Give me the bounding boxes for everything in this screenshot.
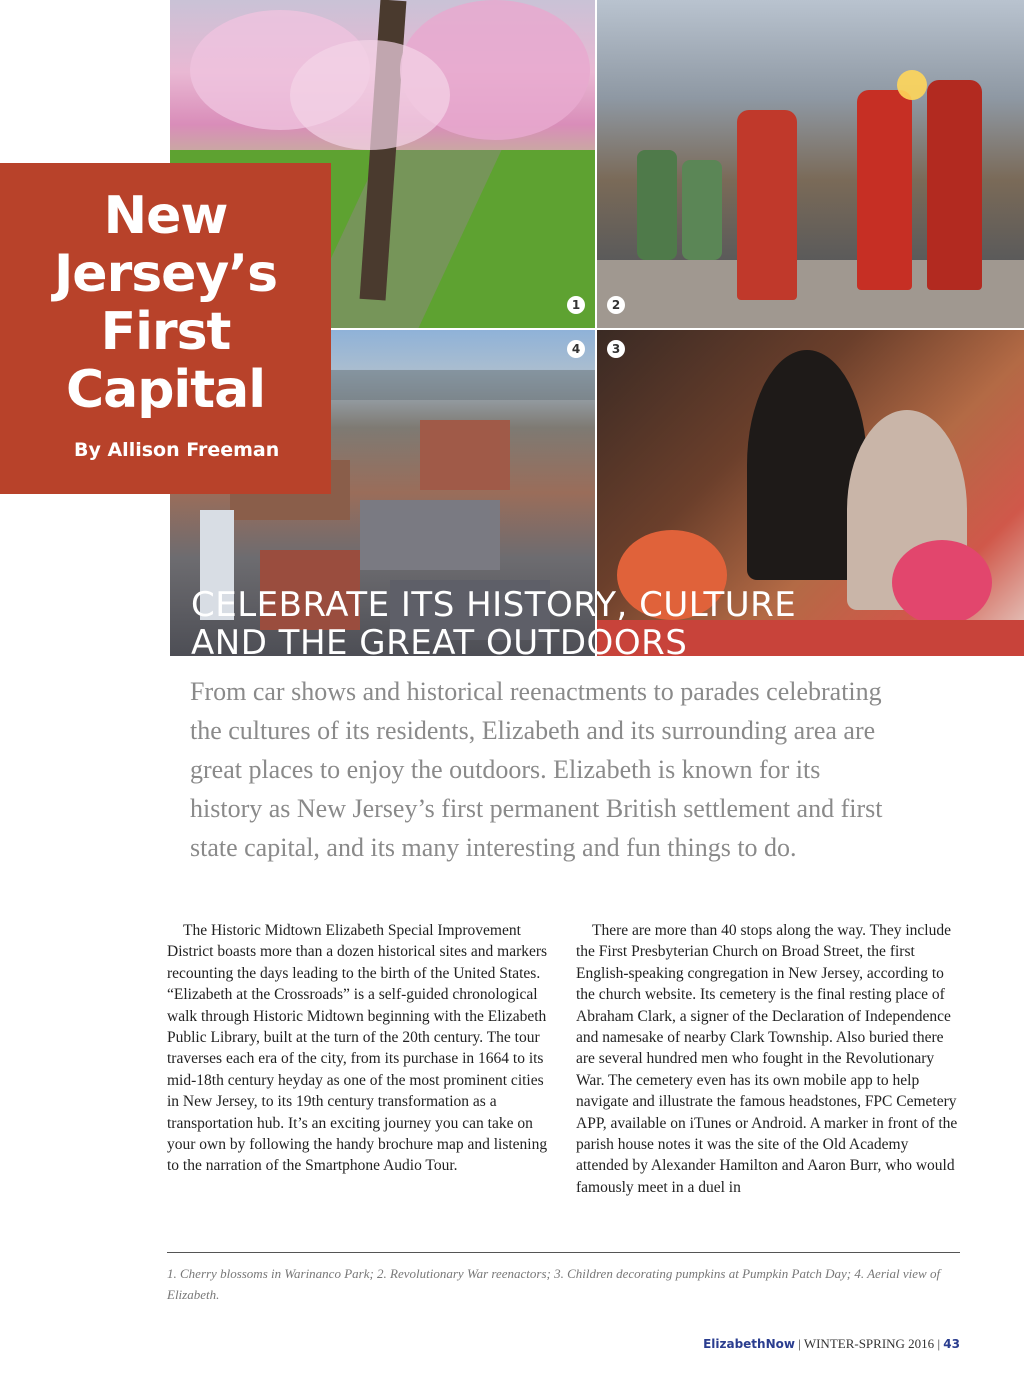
intro-paragraph: From car shows and historical reenactments to parades celebrating the cultures of its residents, Elizabeth and its surrounding area are great places to enjoy the outdoors. Elizabeth is known for its history as New Jersey’s first permanent British settlement and first state capital, and its many interesting and fun things to do. (190, 677, 883, 862)
article-title (0, 187, 331, 419)
subheadline-line-2: AND THE GREAT OUTDOORS (191, 623, 688, 663)
title-line: First (100, 302, 231, 362)
title-box (0, 163, 331, 494)
title-line: New (103, 186, 228, 246)
photo-caption: 1. Cherry blossoms in Warinanco Park; 2. Revolutionary War reenactors; 3. Children decorating pumpkins at Pumpkin Patch Day; 4. Aerial view of Elizabeth. (167, 1266, 941, 1302)
byline: By Allison Freeman (74, 439, 280, 461)
page-number: 43 (943, 1337, 960, 1351)
body-column-1 (167, 920, 549, 1177)
title-line: Jersey’s (53, 244, 278, 304)
body-column-2 (576, 920, 958, 1198)
body-paragraph: There are more than 40 stops along the way. They include the First Presbyterian Church on Broad Street, the first English-speaking congregation in New Jersey, according to the church website. Its cemetery is the final resting place of Abraham Clark, a signer of the Declaration of Independence and namesake of nearby Clark Township. Also buried there are several hundred men who fought in the Revolutionary War. The cemetery even has its own mobile app to help navigate and illustrate the famous headstones, FPC Cemetery APP, available on iTunes or Android. A marker in front of the parish house notes it was the site of the Old Academy attended by Alexander Hamilton and Aaron Burr, who would famously meet in a duel in (576, 922, 958, 1196)
subheadline-line-1: CELEBRATE ITS HISTORY, CULTURE (191, 585, 797, 625)
photo-badge-2: 2 (607, 296, 625, 314)
photo-badge-4: 4 (567, 340, 585, 358)
magazine-brand: ElizabethNow (703, 1337, 795, 1351)
footer-separator: | (934, 1336, 944, 1351)
footer-separator: | (794, 1336, 804, 1351)
title-line: Capital (65, 360, 266, 420)
photo-badge-1: 1 (567, 296, 585, 314)
photo-revolutionary-reenactors (597, 0, 1024, 328)
photo-badge-3: 3 (607, 340, 625, 358)
caption-divider (167, 1252, 960, 1253)
subheadline (191, 586, 891, 662)
body-paragraph: The Historic Midtown Elizabeth Special Improvement District boasts more than a dozen historical sites and markers recounting the days leading to the birth of the United States. “Elizabeth at the Crossroads” is a self-guided chronological walk through Historic Midtown beginning with the Elizabeth Public Library, built at the turn of the 20th century. The tour traverses each era of the city, from its purchase in 1664 to its mid-18th century heyday as one of the most prominent cities in New Jersey, to its 19th century transformation as a transportation hub. It’s an exciting journey you can take on your own by following the handy brochure map and listening to the narration of the Smartphone Audio Tour. (167, 922, 548, 1175)
issue-label: WINTER-SPRING 2016 (803, 1336, 935, 1351)
page-footer (703, 1336, 960, 1352)
